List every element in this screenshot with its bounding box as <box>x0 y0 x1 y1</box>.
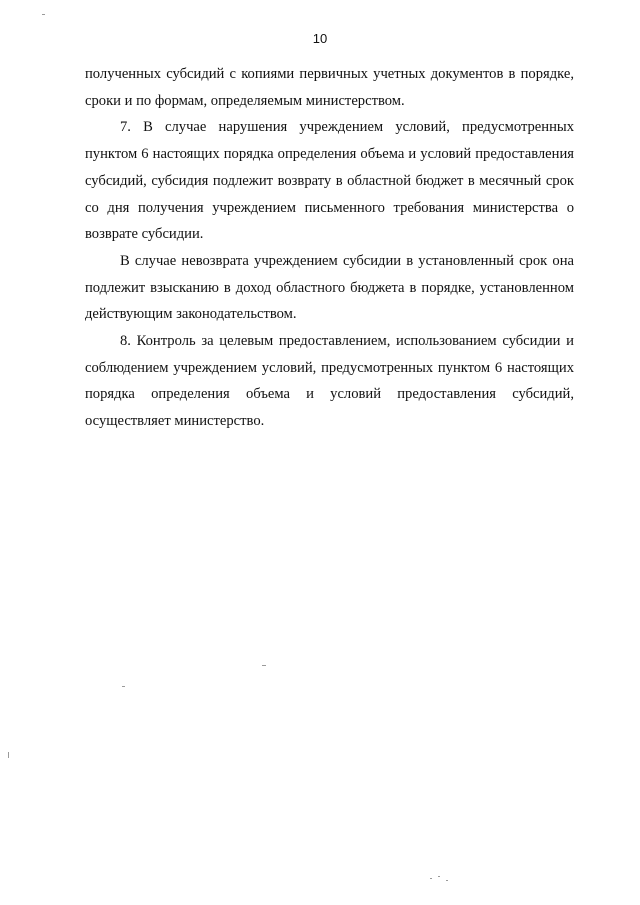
paragraph-clause-8: 8. Контроль за целевым предоставлением, использованием субсидии и соблюдением учреждением условий, предусмотренных пунктом 6 настоящих порядка определения объема и условий предоставления субсидий, осуществляет министерство. <box>85 333 574 430</box>
paragraph-non-return: В случае невозврата учреждением субсидии в установленный срок она подлежит взысканию в доход областного бюджета в порядке, установленном действующим законодательством. <box>85 252 574 323</box>
scan-artifact <box>122 686 125 687</box>
scan-artifact <box>8 752 9 758</box>
scan-artifact <box>430 878 432 879</box>
document-body <box>85 61 574 435</box>
scan-artifact <box>262 665 266 666</box>
paragraph-continuation: полученных субсидий с копиями первичных учетных документов в порядке, сроки и по формам, определяемым министерством. <box>85 66 574 109</box>
scan-artifact <box>42 14 45 15</box>
scan-artifact <box>446 880 448 881</box>
page-number: 10 <box>312 31 328 46</box>
paragraph-clause-7: 7. В случае нарушения учреждением условий, предусмотренных пунктом 6 настоящих порядка определения объема и условий предоставления субсидий, субсидия подлежит возврату в областной бюджет в месячный срок со дня получения учреждением письменного требования министерства о возврате субсидии. <box>85 119 574 243</box>
scan-artifact <box>438 876 440 877</box>
